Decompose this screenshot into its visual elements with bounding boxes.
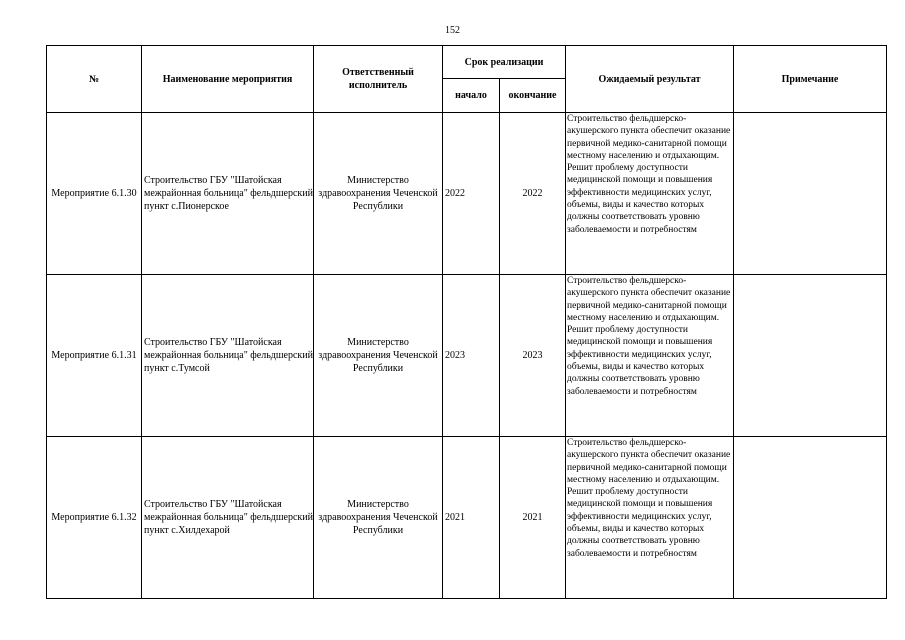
row-result: Строительство фельдшерско-акушерского пункта обеспечит оказание первичной медико-санитарной помощи местному населению и отдыхающим. Решит проблему доступности медицинской помощи и повышения эффективности медицинских услуг, объемы, виды и качество которых должны соответствовать уровню заболеваемости и потребностям	[567, 114, 731, 235]
row-name: Строительство ГБУ "Шатойская межрайонная больница" фельдшерский пункт с.Пионерское	[142, 113, 314, 275]
row-name: Строительство ГБУ "Шатойская межрайонная больница" фельдшерский пункт с.Хилдехарой	[142, 437, 314, 599]
table-row	[47, 437, 887, 599]
table-row	[47, 113, 887, 275]
row-num: Мероприятие 6.1.30	[47, 113, 142, 275]
activities-table	[46, 45, 887, 599]
header-executor: Ответственный исполнитель	[314, 46, 443, 113]
header-end: окончание	[500, 79, 566, 113]
header-num: №	[47, 46, 142, 113]
row-result-cell	[566, 275, 734, 437]
row-start: 2023	[443, 275, 500, 437]
row-start: 2022	[443, 113, 500, 275]
row-executor: Министерство здравоохранения Чеченской Республики	[314, 437, 443, 599]
row-result-cell	[566, 113, 734, 275]
row-result: Строительство фельдшерско-акушерского пункта обеспечит оказание первичной медико-санитарной помощи местному населению и отдыхающим. Решит проблему доступности медицинской помощи и повышения эффективности медицинских услуг, объемы, виды и качество которых должны соответствовать уровню заболеваемости и потребностям	[567, 438, 731, 559]
row-start: 2021	[443, 437, 500, 599]
row-num: Мероприятие 6.1.32	[47, 437, 142, 599]
row-note	[734, 437, 887, 599]
row-executor: Министерство здравоохранения Чеченской Республики	[314, 113, 443, 275]
page-number: 152	[445, 25, 460, 36]
row-result-cell	[566, 437, 734, 599]
header-result: Ожидаемый результат	[566, 46, 734, 113]
row-note	[734, 113, 887, 275]
row-note	[734, 275, 887, 437]
row-end: 2021	[500, 437, 566, 599]
row-num: Мероприятие 6.1.31	[47, 275, 142, 437]
row-result: Строительство фельдшерско-акушерского пункта обеспечит оказание первичной медико-санитарной помощи местному населению и отдыхающим. Решит проблему доступности медицинской помощи и повышения эффективности медицинских услуг, объемы, виды и качество которых должны соответствовать уровню заболеваемости и потребностям	[567, 276, 731, 397]
row-name: Строительство ГБУ "Шатойская межрайонная больница" фельдшерский пункт с.Тумсой	[142, 275, 314, 437]
row-end: 2022	[500, 113, 566, 275]
header-name: Наименование мероприятия	[142, 46, 314, 113]
header-period: Срок реализации	[443, 46, 566, 79]
header-note: Примечание	[734, 46, 887, 113]
header-start: начало	[443, 79, 500, 113]
row-executor: Министерство здравоохранения Чеченской Республики	[314, 275, 443, 437]
table-row	[47, 275, 887, 437]
row-end: 2023	[500, 275, 566, 437]
